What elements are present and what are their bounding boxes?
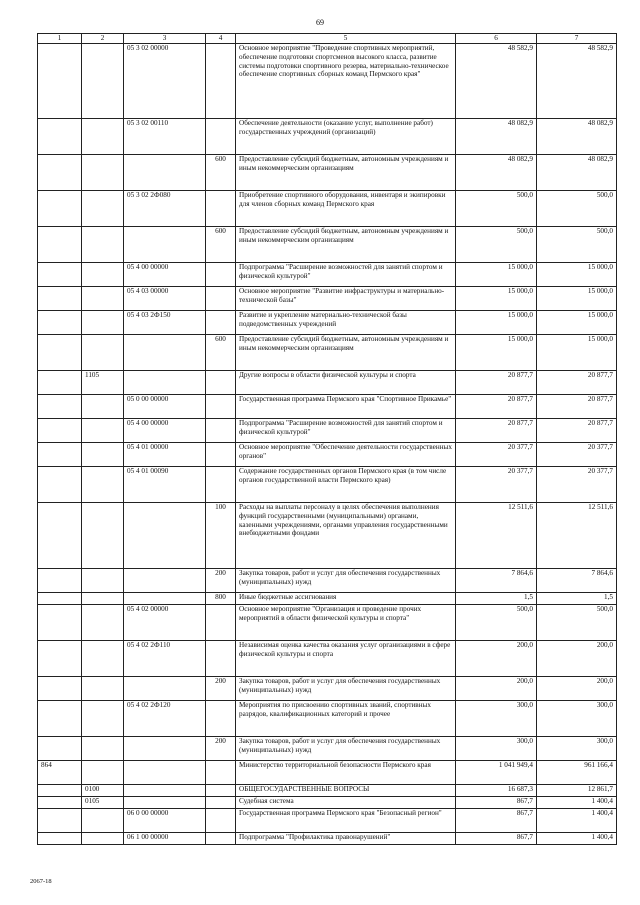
table-row	[38, 785, 617, 797]
cell-section	[82, 593, 124, 605]
cell-ministry	[38, 395, 82, 419]
cell-ministry	[38, 287, 82, 311]
cell-amount-year2: 200,0	[537, 641, 617, 677]
table-row	[38, 737, 617, 761]
table-row	[38, 419, 617, 443]
cell-section	[82, 227, 124, 263]
cell-target-article: 05 4 03 2Ф150	[124, 311, 206, 335]
cell-description: Предоставление субсидий бюджетным, автономным учреждениям и иным некоммерческим организациям	[236, 155, 456, 191]
table-row	[38, 641, 617, 677]
cell-description: Мероприятия по присвоению спортивных званий, спортивных разрядов, квалификационных категорий и прочее	[236, 701, 456, 737]
cell-ministry	[38, 569, 82, 593]
cell-section	[82, 677, 124, 701]
cell-target-article	[124, 797, 206, 809]
table-body	[38, 44, 617, 845]
cell-target-article	[124, 677, 206, 701]
column-header: 5	[236, 34, 456, 44]
cell-amount-year2: 20 877,7	[537, 371, 617, 395]
table-row	[38, 191, 617, 227]
cell-section	[82, 443, 124, 467]
cell-amount-year2: 15 000,0	[537, 335, 617, 371]
table-row	[38, 287, 617, 311]
cell-section	[82, 737, 124, 761]
cell-amount-year1: 48 082,9	[456, 119, 537, 155]
cell-amount-year2: 15 000,0	[537, 311, 617, 335]
cell-amount-year1: 20 877,7	[456, 419, 537, 443]
cell-amount-year1: 15 000,0	[456, 263, 537, 287]
cell-amount-year1: 15 000,0	[456, 287, 537, 311]
cell-ministry	[38, 785, 82, 797]
column-header: 7	[537, 34, 617, 44]
table-row	[38, 833, 617, 845]
cell-ministry	[38, 833, 82, 845]
cell-amount-year1: 1,5	[456, 593, 537, 605]
cell-target-article: 06 1 00 00000	[124, 833, 206, 845]
cell-ministry	[38, 443, 82, 467]
cell-expense-type	[206, 191, 236, 227]
cell-section	[82, 467, 124, 503]
cell-target-article: 05 3 02 00110	[124, 119, 206, 155]
cell-amount-year1: 867,7	[456, 833, 537, 845]
cell-expense-type: 600	[206, 227, 236, 263]
cell-amount-year2: 7 864,6	[537, 569, 617, 593]
column-header: 3	[124, 34, 206, 44]
cell-ministry	[38, 467, 82, 503]
cell-expense-type: 600	[206, 335, 236, 371]
cell-amount-year2: 20 877,7	[537, 395, 617, 419]
cell-amount-year2: 12 511,6	[537, 503, 617, 569]
column-header: 1	[38, 34, 82, 44]
cell-description: Независимая оценка качества оказания услуг организациями в сфере физической культуры и спорта	[236, 641, 456, 677]
cell-ministry	[38, 227, 82, 263]
table-row	[38, 155, 617, 191]
cell-amount-year2: 15 000,0	[537, 263, 617, 287]
cell-amount-year2: 48 082,9	[537, 119, 617, 155]
cell-section	[82, 311, 124, 335]
cell-target-article: 06 0 00 00000	[124, 809, 206, 833]
cell-description: Подпрограмма "Расширение возможностей для занятий спортом и физической культурой"	[236, 419, 456, 443]
cell-section: 0100	[82, 785, 124, 797]
cell-section	[82, 119, 124, 155]
cell-target-article	[124, 503, 206, 569]
cell-description: Содержание государственных органов Пермского края (в том числе органов государственной власти Пермского края)	[236, 467, 456, 503]
cell-amount-year1: 12 511,6	[456, 503, 537, 569]
table-row	[38, 311, 617, 335]
cell-description: Предоставление субсидий бюджетным, автономным учреждениям и иным некоммерческим организациям	[236, 227, 456, 263]
cell-amount-year1: 48 082,9	[456, 155, 537, 191]
cell-amount-year2: 961 166,4	[537, 761, 617, 785]
cell-ministry: 864	[38, 761, 82, 785]
cell-amount-year1: 20 377,7	[456, 467, 537, 503]
cell-amount-year1: 15 000,0	[456, 311, 537, 335]
cell-description: Судебная система	[236, 797, 456, 809]
cell-ministry	[38, 503, 82, 569]
cell-expense-type: 200	[206, 569, 236, 593]
cell-ministry	[38, 419, 82, 443]
cell-target-article	[124, 569, 206, 593]
cell-target-article	[124, 371, 206, 395]
column-header: 6	[456, 34, 537, 44]
cell-target-article: 05 4 00 00000	[124, 263, 206, 287]
cell-ministry	[38, 311, 82, 335]
cell-target-article: 05 4 00 00000	[124, 419, 206, 443]
cell-ministry	[38, 737, 82, 761]
cell-target-article	[124, 737, 206, 761]
table-row	[38, 677, 617, 701]
cell-description: Подпрограмма "Профилактика правонарушений"	[236, 833, 456, 845]
cell-section	[82, 44, 124, 119]
cell-amount-year1: 48 582,9	[456, 44, 537, 119]
cell-target-article	[124, 761, 206, 785]
cell-description: Другие вопросы в области физической культуры и спорта	[236, 371, 456, 395]
cell-description: Государственная программа Пермского края "Безопасный регион"	[236, 809, 456, 833]
cell-expense-type	[206, 287, 236, 311]
cell-target-article	[124, 593, 206, 605]
cell-amount-year2: 300,0	[537, 737, 617, 761]
table-row	[38, 119, 617, 155]
cell-amount-year1: 7 864,6	[456, 569, 537, 593]
cell-section	[82, 809, 124, 833]
cell-section	[82, 641, 124, 677]
cell-amount-year1: 300,0	[456, 737, 537, 761]
cell-expense-type	[206, 311, 236, 335]
cell-description: Приобретение спортивного оборудования, инвентаря и экипировки для членов сборных команд Пермского края	[236, 191, 456, 227]
cell-expense-type	[206, 263, 236, 287]
cell-ministry	[38, 335, 82, 371]
cell-amount-year1: 20 877,7	[456, 395, 537, 419]
cell-expense-type	[206, 395, 236, 419]
cell-section: 0105	[82, 797, 124, 809]
cell-description: Основное мероприятие "Развитие инфраструктуры и материально-технической базы"	[236, 287, 456, 311]
cell-amount-year1: 15 000,0	[456, 335, 537, 371]
cell-target-article	[124, 785, 206, 797]
cell-amount-year1: 16 687,3	[456, 785, 537, 797]
table-row	[38, 605, 617, 641]
cell-description: Подпрограмма "Расширение возможностей для занятий спортом и физической культурой"	[236, 263, 456, 287]
cell-description: Государственная программа Пермского края "Спортивное Прикамье"	[236, 395, 456, 419]
table-row	[38, 335, 617, 371]
cell-section	[82, 155, 124, 191]
cell-section	[82, 191, 124, 227]
cell-amount-year1: 867,7	[456, 809, 537, 833]
table-row	[38, 227, 617, 263]
cell-amount-year1: 500,0	[456, 227, 537, 263]
cell-expense-type	[206, 44, 236, 119]
cell-amount-year2: 20 877,7	[537, 419, 617, 443]
cell-description: Расходы на выплаты персоналу в целях обеспечения выполнения функций государственными (муниципальными) органами, казенными учреждениями, органами управления государственными внебюджетными фондами	[236, 503, 456, 569]
cell-amount-year2: 500,0	[537, 191, 617, 227]
cell-expense-type: 200	[206, 677, 236, 701]
cell-amount-year1: 300,0	[456, 701, 537, 737]
cell-amount-year1: 200,0	[456, 677, 537, 701]
cell-target-article: 05 4 02 2Ф110	[124, 641, 206, 677]
table-row	[38, 503, 617, 569]
cell-description: Министерство территориальной безопасности Пермского края	[236, 761, 456, 785]
cell-ministry	[38, 701, 82, 737]
cell-target-article	[124, 335, 206, 371]
cell-section	[82, 503, 124, 569]
cell-expense-type	[206, 605, 236, 641]
cell-expense-type: 600	[206, 155, 236, 191]
cell-amount-year1: 20 377,7	[456, 443, 537, 467]
table-row	[38, 797, 617, 809]
cell-expense-type: 100	[206, 503, 236, 569]
cell-expense-type	[206, 833, 236, 845]
cell-ministry	[38, 641, 82, 677]
cell-amount-year2: 500,0	[537, 605, 617, 641]
cell-amount-year1: 200,0	[456, 641, 537, 677]
cell-amount-year2: 1,5	[537, 593, 617, 605]
cell-target-article: 05 4 03 00000	[124, 287, 206, 311]
budget-table	[37, 33, 617, 845]
cell-ministry	[38, 119, 82, 155]
cell-amount-year2: 1 400,4	[537, 809, 617, 833]
cell-amount-year1: 1 041 949,4	[456, 761, 537, 785]
cell-expense-type	[206, 701, 236, 737]
cell-amount-year2: 300,0	[537, 701, 617, 737]
cell-section	[82, 833, 124, 845]
cell-section	[82, 395, 124, 419]
cell-expense-type: 200	[206, 737, 236, 761]
table-row	[38, 371, 617, 395]
cell-ministry	[38, 677, 82, 701]
cell-amount-year2: 500,0	[537, 227, 617, 263]
cell-description: Обеспечение деятельности (оказание услуг, выполнение работ) государственных учреждений (организаций)	[236, 119, 456, 155]
table-row	[38, 395, 617, 419]
cell-description: Основное мероприятие "Проведение спортивных мероприятий, обеспечение подготовки спортсменов высокого класса, развитие системы подготовки спортивного резерва, материально-техническое обеспечение спортивных сборных команд Пермского края"	[236, 44, 456, 119]
cell-description: Закупка товаров, работ и услуг для обеспечения государственных (муниципальных) нужд	[236, 569, 456, 593]
column-header: 2	[82, 34, 124, 44]
cell-amount-year2: 48 582,9	[537, 44, 617, 119]
cell-amount-year1: 500,0	[456, 191, 537, 227]
table-row	[38, 593, 617, 605]
cell-amount-year2: 200,0	[537, 677, 617, 701]
cell-section	[82, 605, 124, 641]
cell-expense-type	[206, 785, 236, 797]
table-row	[38, 569, 617, 593]
cell-ministry	[38, 191, 82, 227]
cell-ministry	[38, 263, 82, 287]
cell-amount-year2: 20 377,7	[537, 443, 617, 467]
cell-ministry	[38, 371, 82, 395]
cell-amount-year2: 1 400,4	[537, 833, 617, 845]
cell-description: Развитие и укрепление материально-технической базы подведомственных учреждений	[236, 311, 456, 335]
cell-section	[82, 419, 124, 443]
cell-expense-type	[206, 419, 236, 443]
cell-expense-type	[206, 809, 236, 833]
cell-expense-type	[206, 761, 236, 785]
cell-ministry	[38, 809, 82, 833]
cell-ministry	[38, 44, 82, 119]
cell-amount-year2: 15 000,0	[537, 287, 617, 311]
cell-amount-year1: 20 877,7	[456, 371, 537, 395]
cell-expense-type	[206, 641, 236, 677]
cell-amount-year2: 48 082,9	[537, 155, 617, 191]
cell-target-article: 05 3 02 00000	[124, 44, 206, 119]
cell-expense-type	[206, 467, 236, 503]
cell-expense-type	[206, 119, 236, 155]
cell-target-article: 05 3 02 2Ф080	[124, 191, 206, 227]
table-row	[38, 761, 617, 785]
cell-amount-year2: 12 861,7	[537, 785, 617, 797]
cell-section	[82, 569, 124, 593]
cell-description: Закупка товаров, работ и услуг для обеспечения государственных (муниципальных) нужд	[236, 737, 456, 761]
table-row	[38, 443, 617, 467]
cell-amount-year1: 500,0	[456, 605, 537, 641]
cell-section	[82, 287, 124, 311]
column-header: 4	[206, 34, 236, 44]
document-code: 2067-18	[30, 878, 52, 885]
cell-amount-year2: 1 400,4	[537, 797, 617, 809]
cell-description: Основное мероприятие "Организация и проведение прочих мероприятий в области физической культуры и спорта"	[236, 605, 456, 641]
cell-section	[82, 701, 124, 737]
cell-expense-type: 800	[206, 593, 236, 605]
table-row	[38, 263, 617, 287]
cell-target-article	[124, 227, 206, 263]
cell-expense-type	[206, 797, 236, 809]
cell-amount-year1: 867,7	[456, 797, 537, 809]
table-row	[38, 44, 617, 119]
cell-description: ОБЩЕГОСУДАРСТВЕННЫЕ ВОПРОСЫ	[236, 785, 456, 797]
table-row	[38, 809, 617, 833]
cell-description: Закупка товаров, работ и услуг для обеспечения государственных (муниципальных) нужд	[236, 677, 456, 701]
cell-ministry	[38, 593, 82, 605]
cell-section	[82, 761, 124, 785]
cell-target-article: 05 4 01 00090	[124, 467, 206, 503]
page-number: 69	[316, 18, 324, 27]
table-row	[38, 467, 617, 503]
cell-target-article: 05 4 02 00000	[124, 605, 206, 641]
cell-description: Основное мероприятие "Обеспечение деятельности государственных органов"	[236, 443, 456, 467]
cell-amount-year2: 20 377,7	[537, 467, 617, 503]
cell-ministry	[38, 797, 82, 809]
cell-section	[82, 335, 124, 371]
column-number-row	[38, 34, 617, 44]
table-row	[38, 701, 617, 737]
cell-description: Предоставление субсидий бюджетным, автономным учреждениям и иным некоммерческим организациям	[236, 335, 456, 371]
cell-expense-type	[206, 371, 236, 395]
cell-ministry	[38, 605, 82, 641]
cell-target-article: 05 0 00 00000	[124, 395, 206, 419]
cell-target-article: 05 4 01 00000	[124, 443, 206, 467]
cell-target-article: 05 4 02 2Ф120	[124, 701, 206, 737]
cell-section: 1105	[82, 371, 124, 395]
cell-description: Иные бюджетные ассигнования	[236, 593, 456, 605]
cell-section	[82, 263, 124, 287]
cell-expense-type	[206, 443, 236, 467]
cell-ministry	[38, 155, 82, 191]
cell-target-article	[124, 155, 206, 191]
